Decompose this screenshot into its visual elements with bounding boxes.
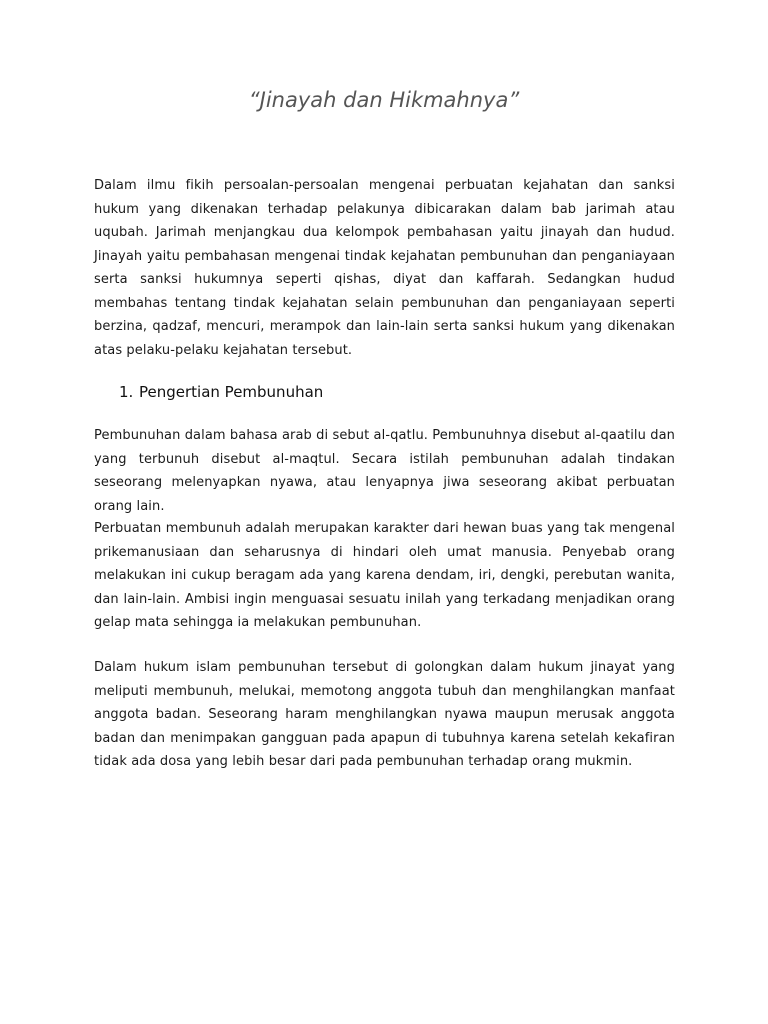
document-title: “Jinayah dan Hikmahnya” <box>248 88 520 112</box>
paragraph-causes: Perbuatan membunuh adalah merupakan karakter dari hewan buas yang tak mengenal prikemanusiaan dan seharusnya di hindari oleh umat manusia. Penyebab orang melakukan ini cukup beragam ada yang karena dendam, iri, dengki, perebutan wanita, dan lain-lain. Ambisi ingin menguasai sesuatu inilah yang terkadang menjadikan orang gelap mata sehingga ia melakukan pembunuhan. <box>94 521 675 630</box>
paragraph-law: Dalam hukum islam pembunuhan tersebut di golongkan dalam hukum jinayat yang meliputi membunuh, melukai, memotong anggota tubuh dan menghilangkan manfaat anggota badan. Seseorang haram menghilangkan nyawa maupun merusak anggota badan dan menimpakan gangguan pada apapun di tubuhnya karena setelah kekafiran tidak ada dosa yang lebih besar dari pada pembunuhan terhadap orang mukmin. <box>94 660 675 769</box>
paragraph-definition: Pembunuhan dalam bahasa arab di sebut al-qatlu. Pembunuhnya disebut al-qaatilu dan yang terbunuh disebut al-maqtul. Secara istilah pembunuhan adalah tindakan seseorang melenyapkan nyawa, atau lenyapnya jiwa seseorang akibat perbuatan orang lain. <box>94 428 675 514</box>
paragraph-intro: Dalam ilmu fikih persoalan-persoalan mengenai perbuatan kejahatan dan sanksi hukum yang dikenakan terhadap pelakunya dibicarakan dalam bab jarimah atau uqubah. Jarimah menjangkau dua kelompok pembahasan yaitu jinayah dan hudud. Jinayah yaitu pembahasan mengenai tindak kejahatan pembunuhan dan penganiayaan serta sanksi hukumnya seperti qishas, diyat dan kaffarah. Sedangkan hudud membahas tentang tindak kejahatan selain pembunuhan dan penganiayaan seperti berzina, qadzaf, mencuri, merampok dan lain-lain serta sanksi hukum yang dikenakan atas pelaku-pelaku kejahatan tersebut. <box>94 178 675 358</box>
section-number: 1. <box>119 383 134 401</box>
section-heading-text: Pengertian Pembunuhan <box>139 383 324 401</box>
section-heading <box>119 383 323 401</box>
